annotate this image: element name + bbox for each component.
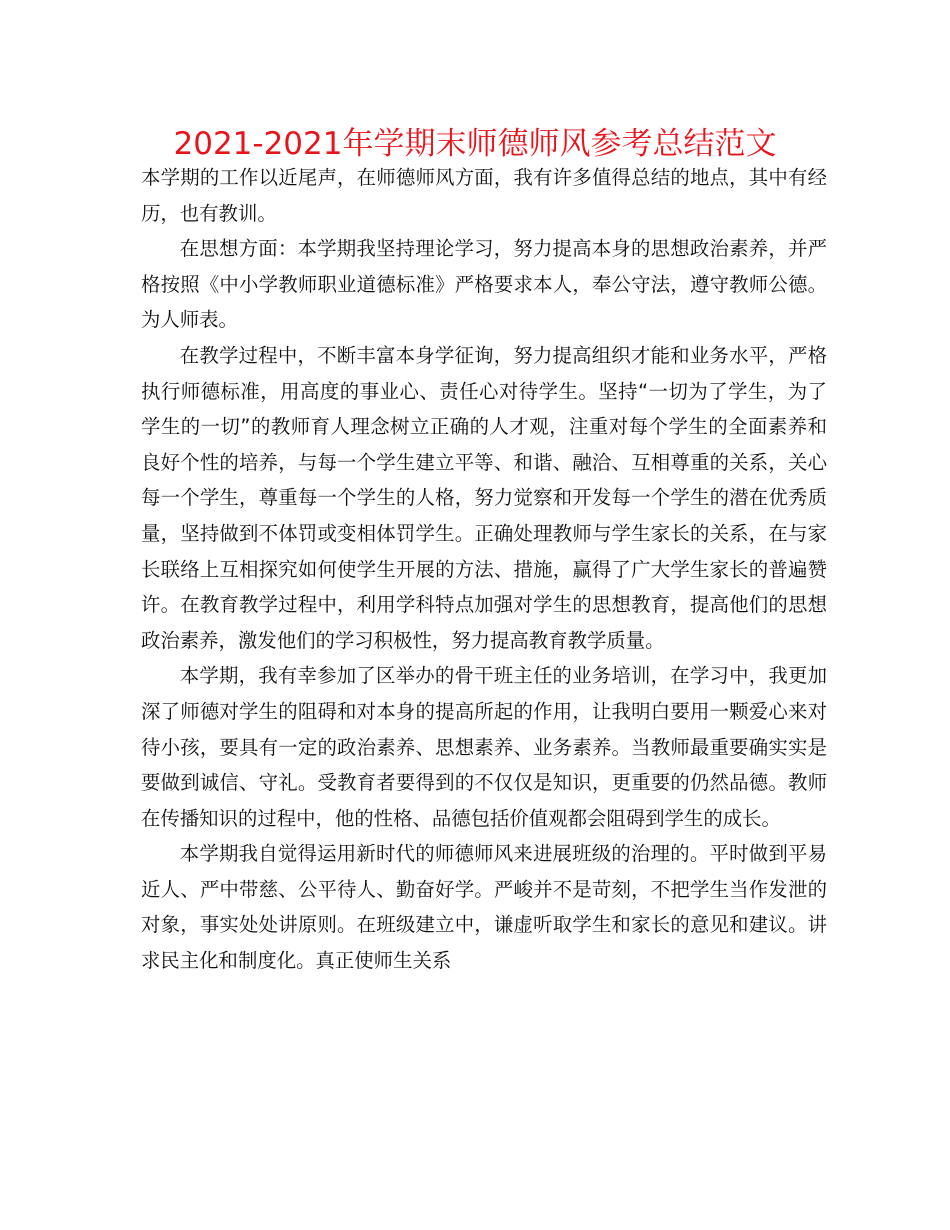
paragraph-class-management: 本学期我自觉得运用新时代的师德师风来进展班级的治理的。平时做到平易近人、严中带慈、公平待人、勤奋好学。严峻并不是苛刻，不把学生当作发泄的对象，事实处处讲原则。在班级建立中，谦虚听取学生和家长的意见和建议。讲求民主化和制度化。真正使师生关系 [141, 842, 827, 973]
paragraph-training: 本学期，我有幸参加了区举办的骨干班主任的业务培训，在学习中，我更加深了师德对学生的阻碍和对本身的提高所起的作用，让我明白要用一颗爱心来对待小孩，要具有一定的政治素养、思想素养、业务素养。当教师最重要确实实是要做到诚信、守礼。受教育者要得到的不仅仅是知识，更重要的仍然品德。教师在传播知识的过程中，他的性格、品德包括价值观都会阻碍到学生的成长。 [141, 664, 827, 830]
paragraph-teaching: 在教学过程中，不断丰富本身学征询，努力提高组织才能和业务水平，严格执行师德标准，用高度的事业心、责任心对待学生。坚持“一切为了学生，为了学生的一切”的教师育人理念树立正确的人才观，注重对每个学生的全面素养和良好个性的培养，与每一个学生建立平等、和谐、融洽、互相尊重的关系，关心每一个学生，尊重每一个学生的人格，努力觉察和开发每一个学生的潜在优秀质量，坚持做到不体罚或变相体罚学生。正确处理教师与学生家长的关系，在与家长联络上互相探究如何使学生开展的方法、措施，赢得了广大学生家长的普遍赞许。在教育教学过程中，利用学科特点加强对学生的思想教育，提高他们的思想政治素养，激发他们的学习积极性，努力提高教育教学质量。 [141, 343, 827, 652]
paragraph-thought: 在思想方面：本学期我坚持理论学习，努力提高本身的思想政治素养，并严格按照《中小学教师职业道德标准》严格要求本人，奉公守法，遵守教师公德。为人师表。 [141, 237, 827, 332]
paragraph-intro: 本学期的工作以近尾声，在师德师风方面，我有许多值得总结的地点，其中有经历，也有教训。 [141, 166, 827, 225]
document-title: 2021-2021年学期末师德师风参考总结范文 [173, 126, 777, 162]
document-body [141, 160, 827, 979]
